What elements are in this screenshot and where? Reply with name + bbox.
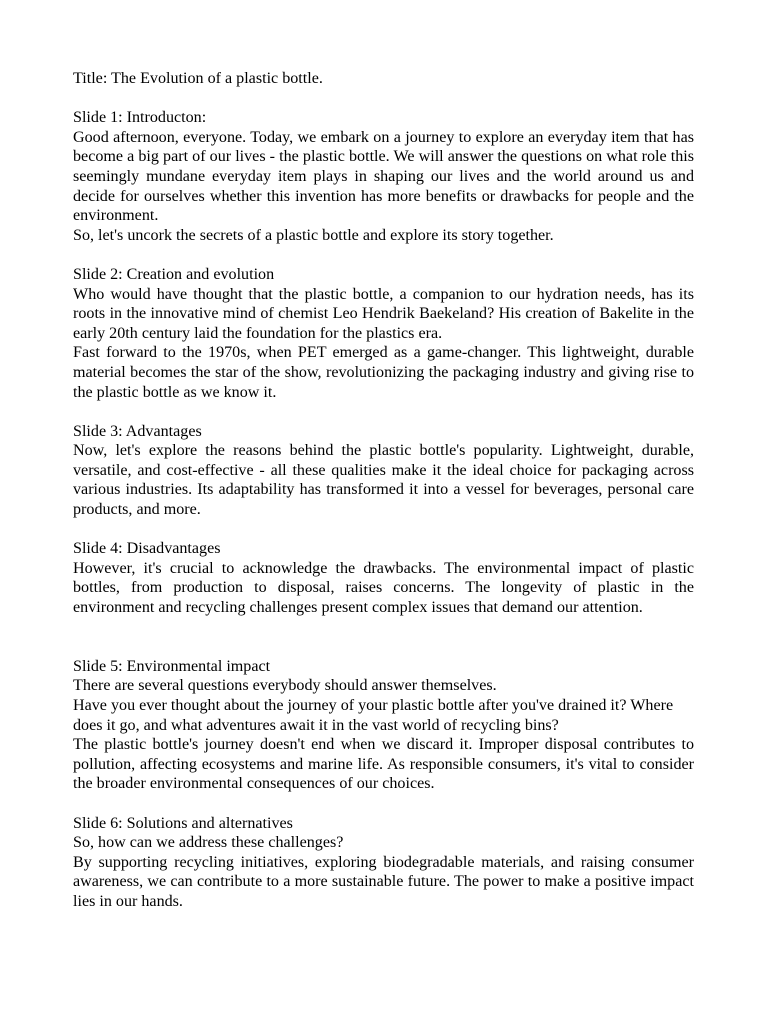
slide-6-paragraph-2: By supporting recycling initiatives, exploring biodegradable materials, and raising consumer awareness, we can contribute to a more sustainable future. The power to make a positive impact lies in our hands. xyxy=(73,853,694,910)
slide-4-paragraph-1: However, it's crucial to acknowledge the drawbacks. The environmental impact of plastic bottles, from production to disposal, raises concerns. The longevity of plastic in the environment and recycling challenges present complex issues that demand our attention. xyxy=(73,559,694,617)
slide-6-heading: Slide 6: Solutions and alternatives xyxy=(73,814,293,832)
slide-4-section xyxy=(73,539,694,617)
slide-1-paragraph-2: So, let's uncork the secrets of a plastic bottle and explore its story together. xyxy=(73,226,554,244)
slide-2-paragraph-2: Fast forward to the 1970s, when PET emerged as a game-changer. This lightweight, durable material becomes the star of the show, revolutionizing the packaging industry and giving rise to the plastic bottle as we know it. xyxy=(73,344,694,401)
slide-4-heading: Slide 4: Disadvantages xyxy=(73,540,221,558)
slide-1-paragraph-1: Good afternoon, everyone. Today, we embark on a journey to explore an everyday item that has become a big part of our lives - the plastic bottle. We will answer the questions on what role this seemingly mundane everyday item plays in shaping our lives and the world around us and decide for ourselves whether this invention has more benefits or drawbacks for people and the environment. xyxy=(73,128,694,225)
slide-5-paragraph-1: There are several questions everybody should answer themselves. xyxy=(73,677,497,695)
slide-5-section xyxy=(73,657,694,794)
slide-3-section xyxy=(73,422,694,520)
slide-2-heading: Slide 2: Creation and evolution xyxy=(73,265,275,283)
document-page xyxy=(73,69,694,912)
document-title: Title: The Evolution of a plastic bottle. xyxy=(73,70,323,87)
slide-2-paragraph-1: Who would have thought that the plastic bottle, a companion to our hydration needs, has its roots in the innovative mind of chemist Leo Hendrik Baekeland? His creation of Bakelite in the early 20th century laid the foundation for the plastics era. xyxy=(73,285,694,342)
slide-3-heading: Slide 3: Advantages xyxy=(73,422,202,440)
slide-2-section xyxy=(73,265,694,402)
slide-5-paragraph-3: The plastic bottle's journey doesn't end when we discard it. Improper disposal contributes to pollution, affecting ecosystems and marine life. As responsible consumers, it's vital to consider the broader environmental consequences of our choices. xyxy=(73,736,694,793)
slide-5-heading: Slide 5: Environmental impact xyxy=(73,657,271,675)
slide-1-section xyxy=(73,108,694,245)
slide-6-paragraph-1: So, how can we address these challenges? xyxy=(73,834,344,852)
slide-5-paragraph-2: Have you ever thought about the journey of your plastic bottle after you've drained it? Where does it go, and what adventures await it in the vast world of recycling bins? xyxy=(73,697,674,734)
slide-1-heading: Slide 1: Introducton: xyxy=(73,109,207,127)
slide-3-paragraph-1: Now, let's explore the reasons behind the plastic bottle's popularity. Lightweight, durable, versatile, and cost-effective - all these qualities make it the ideal choice for packaging across various industries. Its adaptability has transformed it into a vessel for beverages, personal care products, and more. xyxy=(73,442,694,519)
slide-6-section xyxy=(73,814,694,912)
